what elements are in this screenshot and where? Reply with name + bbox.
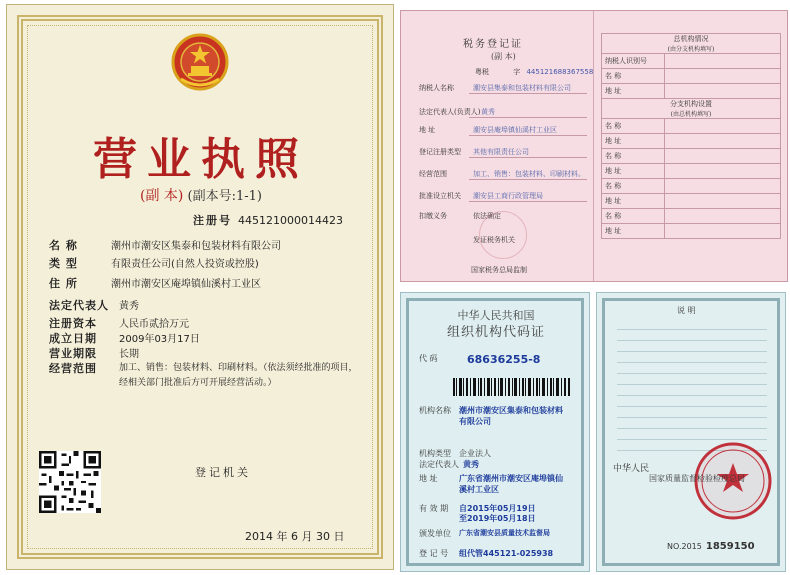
license-copy-line — [7, 185, 395, 205]
tax-field-value: 依法确定 — [473, 212, 501, 220]
license-field-key: 住 所 — [49, 277, 78, 290]
org-field-value: 自2015年05月19日 — [459, 504, 536, 513]
license-reg-label: 注册号 — [193, 214, 232, 227]
license-field-value: 经相关部门批准后方可开展经营活动。） — [119, 378, 277, 388]
org-certificate-back — [596, 292, 786, 572]
org-back-notes — [617, 319, 767, 439]
license-field-key: 名 称 — [49, 239, 78, 252]
tax-number-line — [475, 67, 593, 77]
tax-no-label: 粤税 — [475, 68, 489, 76]
org-field-value: 广东省潮安县质量技术监督局 — [459, 529, 550, 537]
tax-branch-table: 总机构情况 (由分支机构填写) 纳税人识别号 名 称 地 址 分支机构设置 (由总机构填写) 名 称 地 址 名 称 地 址 名 称 地 址 名 称 地 址 — [601, 33, 781, 239]
license-copy-label: (副 本) — [140, 188, 184, 204]
tax-field-value: 潮安县集泰和包装材料有限公司 — [473, 84, 571, 92]
license-field-value: 加工、销售：包装材料、印刷材料。（依法须经批准的项目， — [119, 363, 358, 373]
license-field-value: 潮州市潮安区集泰和包装材料有限公司 — [111, 241, 281, 252]
tax-field-key: 纳税人名称 — [419, 84, 454, 92]
qr-code-icon — [39, 451, 101, 513]
org-back-number: NO.2015 1859150 — [667, 541, 755, 552]
org-field-value: 潮州市潮安区集泰和包装材料 — [459, 406, 563, 415]
tax-footer: 国家税务总局监制 — [471, 266, 527, 274]
barcode-icon — [453, 378, 571, 396]
org-field-key: 有 效 期 — [419, 504, 449, 513]
tax-field-key: 地 址 — [419, 126, 436, 134]
license-field-value: 潮州市潮安区庵埠镇仙溪村工业区 — [111, 279, 261, 290]
org-field-value: 溪村工业区 — [459, 485, 499, 494]
license-field-key: 类 型 — [49, 257, 78, 270]
org-field-value: 至2019年05月18日 — [459, 514, 536, 523]
license-field-value: 2009年03月17日 — [119, 334, 200, 345]
tax-branch-header: 分支机构设置 (由总机构填写) — [602, 99, 781, 119]
license-date: 2014 年 6 月 30 日 — [245, 530, 345, 543]
org-field-value: 组代管445121-025938 — [459, 549, 554, 558]
org-field-value: 有限公司 — [459, 417, 491, 426]
org-field-key: 地 址 — [419, 474, 438, 483]
tax-field-key: 扣缴义务 — [419, 212, 447, 220]
tax-field-value: 黄秀 — [481, 108, 495, 116]
org-field-value: 黄秀 — [463, 460, 479, 469]
org-field-key: 机构类型 — [419, 449, 451, 458]
org-field-key: 法定代表人 — [419, 460, 459, 469]
license-title: 营业执照 — [93, 134, 309, 185]
license-field-value: 有限责任公司(自然人投资或控股) — [111, 259, 259, 270]
license-field-value: 人民币贰拾万元 — [119, 319, 189, 330]
tax-field-value: 潮安县工商行政管理局 — [473, 192, 543, 200]
org-field-key: 登 记 号 — [419, 549, 449, 558]
org-title: 组织机构代码证 — [446, 325, 545, 340]
license-reg-no: 445121000014423 — [238, 214, 343, 227]
tax-field-key: 法定代表人(负责人) — [419, 108, 481, 116]
org-back-title: 说 明 — [677, 306, 696, 315]
license-field-value: 长期 — [119, 349, 139, 360]
license-field-key: 注册资本 — [49, 317, 97, 330]
tax-fold-line — [593, 11, 594, 281]
org-back-issuer: 国家质量监督检验检疫总局 — [649, 474, 745, 483]
tax-no-mid: 字 — [513, 68, 521, 76]
tax-field-value: 加工、销售：包装材料、印刷材料。 — [473, 170, 585, 178]
org-back-issuer-country: 中华人民 — [613, 464, 650, 474]
org-code-label: 代 码 — [419, 354, 438, 363]
license-field-key: 成立日期 — [49, 332, 97, 345]
org-code-value: 68636255-8 — [467, 353, 541, 366]
tax-no-value: 445121688367558 — [526, 68, 594, 76]
tax-title: 税务登记证 — [463, 39, 523, 50]
license-field-key: 法定代表人 — [49, 299, 109, 312]
license-issuer: 登记机关 — [195, 466, 251, 479]
tax-registration — [400, 10, 788, 282]
national-emblem-icon — [171, 33, 229, 91]
license-reg-line — [193, 212, 343, 228]
org-field-value: 企业法人 — [459, 449, 491, 458]
tax-subtitle: (副 本) — [491, 52, 516, 61]
license-copy-no: (副本号:1-1) — [187, 189, 262, 204]
tax-right-header: 总机构情况 (由分支机构填写) — [602, 34, 781, 54]
business-license — [6, 4, 394, 570]
tax-field-key: 批准设立机关 — [419, 192, 461, 200]
tax-field-value: 潮安县庵埠镇仙溪村工业区 — [473, 126, 557, 134]
org-field-key: 机构名称 — [419, 406, 451, 415]
tax-authority: 发证税务机关 — [473, 236, 515, 244]
tax-field-key: 经营范围 — [419, 170, 447, 178]
license-field-key: 营业期限 — [49, 347, 97, 360]
tax-field-key: 登记注册类型 — [419, 148, 461, 156]
org-field-value: 广东省潮州市潮安区庵埠镇仙 — [459, 474, 563, 483]
org-field-key: 颁发单位 — [419, 529, 451, 538]
license-field-value: 黄秀 — [119, 301, 139, 312]
license-field-key: 经营范围 — [49, 362, 97, 375]
org-code-certificate — [400, 292, 590, 572]
org-title-country: 中华人民共和国 — [457, 309, 535, 322]
tax-field-value: 其他有限责任公司 — [473, 148, 529, 156]
